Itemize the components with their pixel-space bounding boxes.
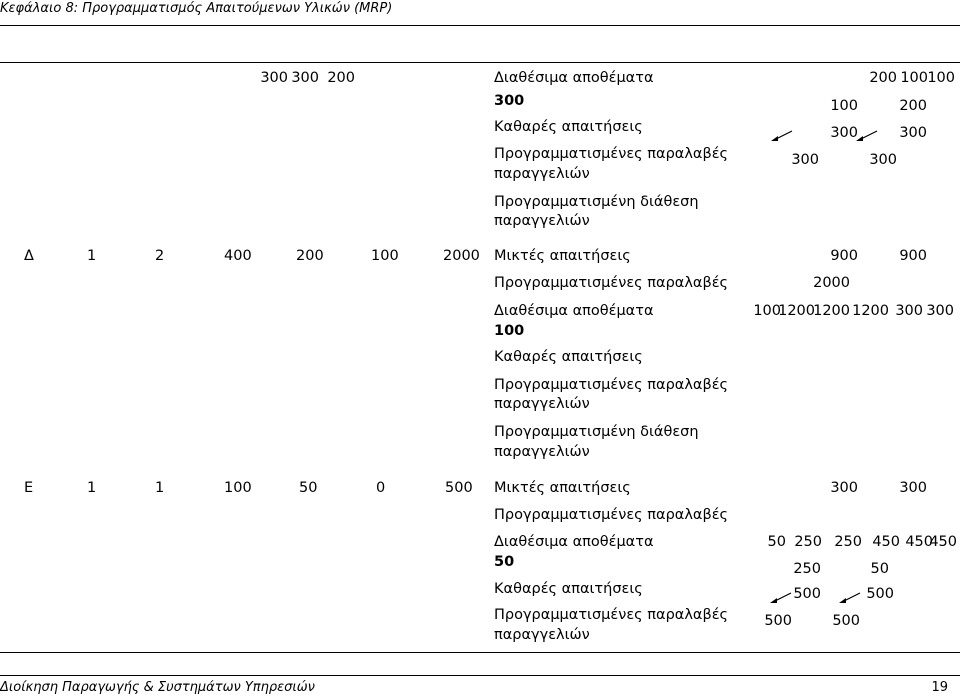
lead-time: 1 [87,480,97,496]
onhand-value: 50 [494,554,515,570]
planned-receipts-label-2: παραγγελιών [494,396,590,412]
footer-title: Διοίκηση Παραγωγής & Συστημάτων Υπηρεσιών [0,680,315,695]
available-cell: 300 [926,303,954,319]
available-cell: 50 [767,534,786,550]
gross-cell: 300 [899,480,927,496]
on-hand: 100 [224,480,252,496]
net-label: Καθαρές απαιτήσεις [494,349,643,365]
onhand-value: 300 [494,93,525,109]
scheduled-cell: 2000 [813,275,850,291]
available-cell: 200 [869,70,897,86]
allocated: 100 [371,248,399,264]
net-cell: 300 [830,125,858,141]
arrow-left-down-icon [855,127,879,139]
planned-release-label-1: Προγραμματισμένη διάθεση [494,194,699,210]
net-cell: 500 [793,586,821,602]
lead-time: 1 [87,248,97,264]
net-cell: 300 [899,125,927,141]
planned-receipts-label-1: Προγραμματισμένες παραλαβές [494,377,729,393]
net-cell: 250 [793,561,821,577]
page-number: 19 [931,680,948,695]
table-top-border [0,62,960,63]
available-cell: 1200 [813,303,850,319]
net-cell: 200 [899,98,927,114]
available-cell: 100 [900,70,928,86]
available-cell: 450 [872,534,900,550]
gross-cell: 900 [830,248,858,264]
item-code: Δ [24,248,34,264]
allocated: 0 [376,480,386,496]
available-cell: 250 [794,534,822,550]
available-cell: 100 [927,70,955,86]
table-bottom-border [0,652,960,653]
net-cell: 50 [870,561,889,577]
gross-label: Μικτές απαιτήσεις [494,480,631,496]
net-label: Καθαρές απαιτήσεις [494,581,643,597]
safety-stock: 50 [299,480,318,496]
available-label: Διαθέσιμα αποθέματα [494,70,654,86]
chapter-header: Κεφάλαιο 8: Προγραμματισμός Απαιτούμενων Υλικών (MRP) [0,1,393,16]
available-cell: 300 [291,70,319,86]
net-label: Καθαρές απαιτήσεις [494,119,643,135]
planned-receipts-label-1: Προγραμματισμένες παραλαβές [494,146,729,162]
onhand-value: 100 [494,323,525,339]
net-cell: 500 [866,586,894,602]
available-cell: 450 [929,534,957,550]
available-cell: 1200 [778,303,815,319]
lot-size: 500 [445,480,473,496]
gross-cell: 900 [899,248,927,264]
scheduled-label: Προγραμματισμένες παραλαβές [494,507,729,523]
arrow-left-down-icon [770,127,794,139]
header-divider [0,25,960,26]
planned-receipts-label-2: παραγγελιών [494,627,590,643]
planned-release-label-2: παραγγελιών [494,444,590,460]
on-hand: 400 [224,248,252,264]
receipt-cell: 300 [791,152,819,168]
available-cell: 300 [895,303,923,319]
receipt-cell: 500 [832,613,860,629]
lot-size: 2000 [443,248,480,264]
available-label: Διαθέσιμα αποθέματα [494,303,654,319]
planned-release-label-2: παραγγελιών [494,213,590,229]
planned-release-label-1: Προγραμματισμένη διάθεση [494,424,699,440]
scheduled-label: Προγραμματισμένες παραλαβές [494,275,729,291]
available-cell: 100 [753,303,781,319]
planned-receipts-label-1: Προγραμματισμένες παραλαβές [494,607,729,623]
available-cell: 300 [260,70,288,86]
low-level-code: 1 [155,480,165,496]
available-cell: 250 [834,534,862,550]
gross-label: Μικτές απαιτήσεις [494,248,631,264]
gross-cell: 300 [830,480,858,496]
available-cell: 1200 [852,303,889,319]
item-code: Ε [24,480,34,496]
available-cell: 200 [327,70,355,86]
net-cell: 100 [830,98,858,114]
receipt-cell: 300 [869,152,897,168]
available-label: Διαθέσιμα αποθέματα [494,534,654,550]
available-cell: 450 [905,534,933,550]
receipt-cell: 500 [764,613,792,629]
planned-receipts-label-2: παραγγελιών [494,166,590,182]
low-level-code: 2 [155,248,165,264]
footer-divider [0,675,960,676]
safety-stock: 200 [296,248,324,264]
